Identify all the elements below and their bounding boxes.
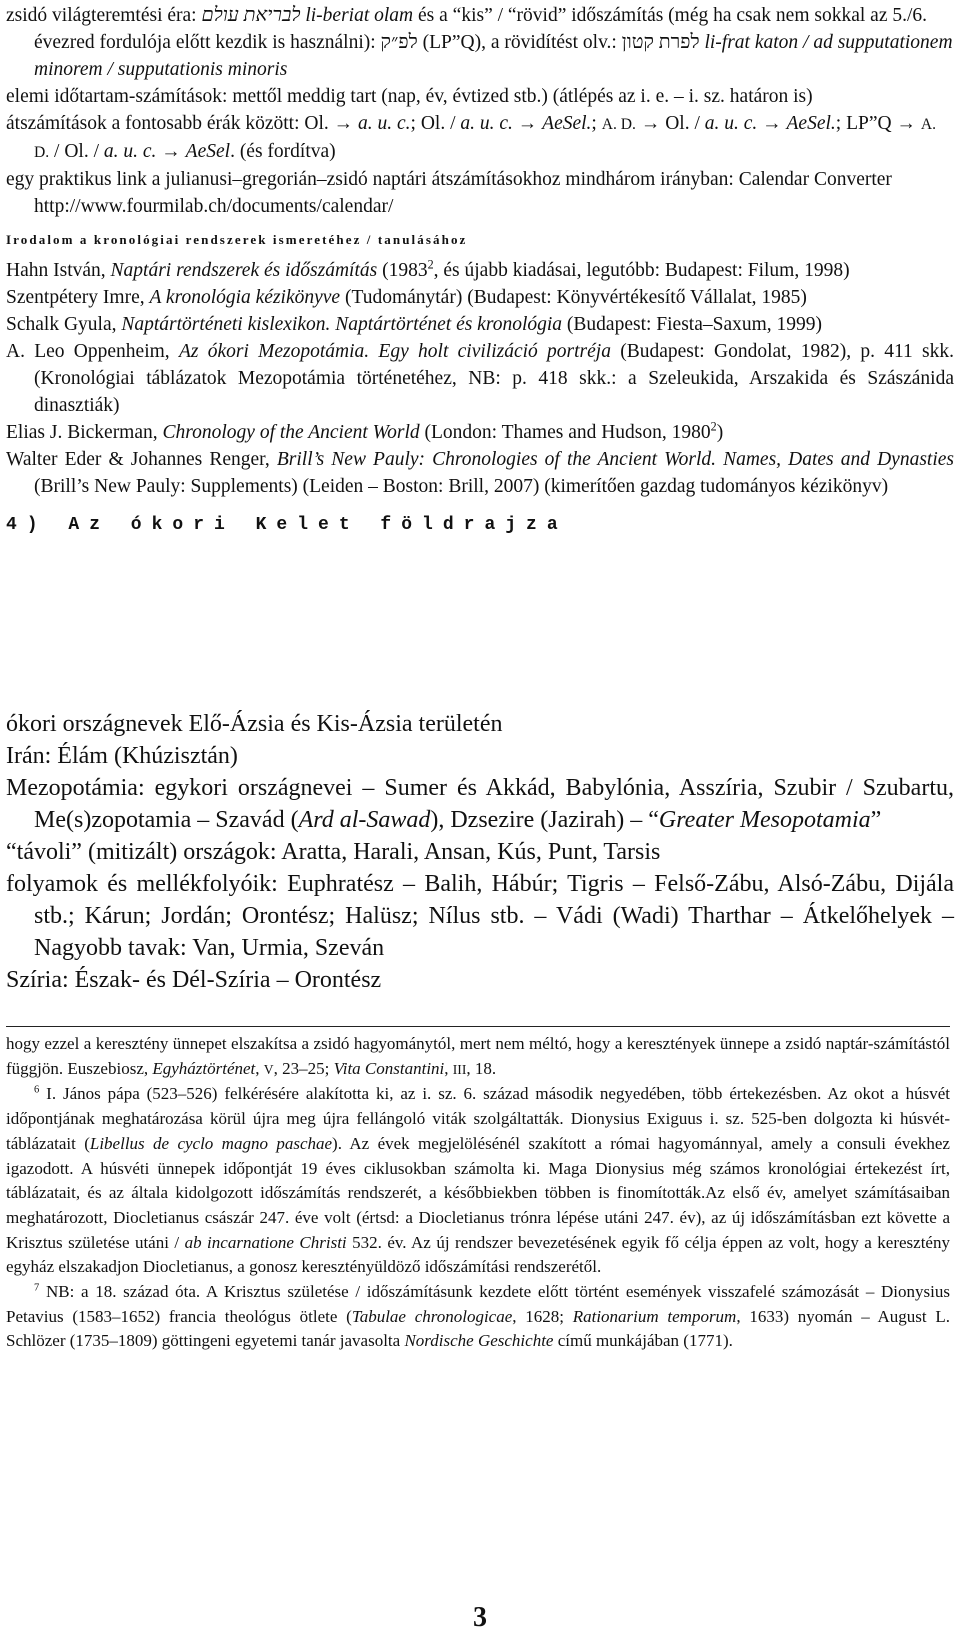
- italic-run: Vita Constantini: [333, 1058, 445, 1078]
- text-run: , 23–25;: [273, 1058, 334, 1078]
- italic-run: Tabulae chronologicae: [351, 1306, 513, 1326]
- reference-item: [6, 311, 954, 338]
- era-abbr: AeSel: [185, 141, 231, 162]
- literature-heading: Irodalom a kronológiai rendszerek ismeretéhez / tanulásához: [6, 232, 468, 247]
- hebrew-abbr: לפ״ק: [380, 32, 418, 53]
- ref-author: Hahn István,: [6, 260, 111, 281]
- geo-line: Szíria: Észak- és Dél-Szíria – Orontész: [6, 967, 382, 993]
- text-run: I. János pápa (523–526) felkérésére alakította ki, az i. sz. 6. század második negyedében, több értekezésben. Az okot a húsvét időpontjának meghatározása körül újra meg újra fellángoló viták szolgáltatták. Dionysius Exiguus i. sz. 525-ben dolgozta ki húsvét-táblázatait (: [6, 1084, 950, 1153]
- era-abbr: A. D.: [34, 116, 936, 161]
- text-run: ; LP”Q →: [835, 113, 921, 134]
- geo-line: “távoli” (mitizált) országok: Aratta, Harali, Ansan, Kús, Punt, Tarsis: [6, 839, 661, 865]
- text-run: ; Ol. /: [410, 113, 461, 134]
- era-abbr: a. u. c.: [704, 113, 758, 134]
- geo-line: ókori országnevek Elő-Ázsia és Kis-Ázsia területén: [6, 711, 503, 737]
- text-run: NB: a 18. század óta. A Krisztus születése / időszámításunk kezdete előtt történt események visszafelé számozását – Dionysius Petavius (1583–1652) francia theológus ötlete (: [6, 1282, 950, 1326]
- ref-detail: (Budapest: Fiesta–Saxum, 1999): [562, 314, 823, 335]
- text-run: hogy ezzel a keresztény ünnepet elszakítsa a zsidó hagyománytól, mert nem méltó, hogy a keresztények ünnepe a zsidó naptár-számítástól függjön. Euszebiosz,: [6, 1034, 950, 1078]
- roman-numeral: V: [263, 1061, 274, 1077]
- reference-item: [6, 446, 954, 500]
- text-run: átszámítások a fontosabb érák között: Ol. →: [6, 113, 358, 134]
- ref-author: Elias J. Bickerman,: [6, 422, 163, 443]
- atszamitas-paragraph: [6, 110, 954, 166]
- italic-run: Ard al-Sawad: [298, 807, 431, 833]
- ref-detail: , és újabb kiadásai, legutóbb: Budapest: Filum, 1998): [433, 260, 850, 281]
- page-number: 3: [473, 1602, 487, 1633]
- era-paragraph: [6, 2, 954, 83]
- era-abbr: AeSel.: [786, 113, 836, 134]
- intro-section: [6, 2, 954, 541]
- ref-detail: (Tudománytár) (Budapest: Könyvértékesítő Vállalat, 1985): [340, 287, 807, 308]
- text-run: , 1628;: [512, 1306, 573, 1326]
- text-run: , 18.: [466, 1058, 497, 1078]
- ref-author: Schalk Gyula,: [6, 314, 122, 335]
- ref-edition: 2: [427, 257, 434, 272]
- era-abbr: a. u. c.: [358, 113, 411, 134]
- text-run: . (és fordítva): [230, 141, 336, 162]
- era-text-2: és a “kis” / “rövid” időszámítás (még ha csak nem sokkal az 5./6. évezred fordulója előtt kezdik is használni):: [34, 5, 928, 53]
- text-run: ,: [444, 1058, 453, 1078]
- text-run: ), Dzsezire (Jazirah) – “: [430, 807, 659, 833]
- italic-run: Rationarium temporum: [572, 1306, 737, 1326]
- text-run: ,: [255, 1058, 264, 1078]
- footnotes: [6, 1032, 950, 1354]
- footnote-6: [6, 1082, 950, 1280]
- text-run: című munkájában (1771).: [553, 1331, 733, 1351]
- ref-detail: (1983: [377, 260, 428, 281]
- ref-edition: 2: [710, 419, 717, 434]
- reference-item: [6, 284, 954, 311]
- geography-section: [6, 708, 954, 996]
- text-run: →: [512, 113, 543, 134]
- text-run: 532. év. Az új rendszer bevezetésének egyik fő célja éppen az volt, hogy a keresztény egyház elszakadjon Diocletianus, a gonosz keresztényüldöző időszámítási rendszerétől.: [6, 1232, 950, 1277]
- footnote-number: 7: [34, 1282, 40, 1294]
- latin-text: li-frat katon / ad supputationem minorem / supputationis minoris: [34, 32, 953, 80]
- text-run: →: [156, 141, 186, 162]
- ref-title: Naptártörténeti kislexikon. Naptártörténet és kronológia: [121, 314, 563, 335]
- italic-run: Egyháztörténet: [152, 1058, 256, 1078]
- reference-item: [6, 257, 954, 284]
- footnote-continuation: [6, 1032, 950, 1082]
- geo-line: Irán: Élám (Khúzisztán): [6, 743, 238, 769]
- transliteration: li-beriat olam: [300, 5, 414, 26]
- text-run: →: [757, 113, 787, 134]
- text-run: ). Az évek megjelölésénél szakított a római hagyománnyal, amely a consuli évekhez igazodott. A húsvéti ünnepek időpontját 19 éves ciklusokban számolta ki. Maga Dionysius még számos kronológiai értekezést írt, táblázatait, és az általa kidolgozott időszámítás rendszerét, a későbbiekben többen is finomították.Az első év, amelyet számításaiban meghatározott, Diocletianus császár 247. éve volt (értsd: a Diocletianus trónra lépése utáni 247. év), az új időszámításban ezt követte a Krisztus születése utáni /: [6, 1133, 950, 1252]
- ref-title: Naptári rendszerek és időszámítás: [110, 260, 378, 281]
- ref-title: Az ókori Mezopotámia. Egy holt civilizáció portréja: [178, 341, 611, 362]
- text-run: Mezopotámia: egykori országnevei – Sumer és Akkád, Babylónia, Asszíria, Szubir / Szubartu, Me(s)zopotamia – Szavád (: [6, 775, 954, 833]
- ref-author: A. Leo Oppenheim,: [6, 341, 179, 362]
- era-abbr: a. u. c.: [460, 113, 513, 134]
- italic-run: ab incarnatione Christi: [184, 1232, 347, 1252]
- italic-run: Libellus de cyclo magno paschae: [89, 1133, 333, 1153]
- geo-line: [6, 772, 954, 836]
- hebrew-text-2: לפרת קטון: [621, 32, 700, 53]
- era-text: zsidó világteremtési éra:: [6, 5, 202, 26]
- era-abbr: AeSel.: [542, 113, 592, 134]
- italic-run: Greater Mesopotamia: [658, 807, 871, 833]
- text-run: ;: [591, 113, 602, 134]
- ref-title: A kronológia kézikönyve: [149, 287, 341, 308]
- text-run: / Ol. /: [49, 141, 104, 162]
- ref-title: Chronology of the Ancient World: [162, 422, 420, 443]
- ref-title: Brill’s New Pauly: Chronologies of the Ancient World. Names, Dates and Dynasties: [276, 449, 954, 470]
- footnote-number: 6: [34, 1084, 40, 1096]
- ref-detail: (Budapest: Gondolat, 1982), p. 411 skk. (Kronológiai táblázatok Mezopotámia történetéhez, NB: p. 418 skk.: a Szeleukida, Arszakida és Szászánida dinasztiák): [34, 341, 954, 416]
- elemi-paragraph: elemi időtartam-számítások: mettől meddig tart (nap, év, évtized stb.) (átlépés az i. e. – i. sz. határon is): [6, 86, 813, 107]
- geo-line: folyamok és mellékfolyóik: Euphratész – Balih, Hábúr; Tigris – Felső-Zábu, Alsó-Zábu, Dijála stb.; Kárun; Jordán; Orontész; Halüsz; Nílus stb. – Vádi (Wadi) Tharthar – Átkelőhelyek – Nagyobb tavak: Van, Urmia, Szeván: [6, 871, 954, 961]
- ref-detail: ): [716, 422, 724, 443]
- text-run: → Ol. /: [635, 113, 705, 134]
- footnote-7: [6, 1280, 950, 1354]
- italic-run: Nordische Geschichte: [404, 1331, 554, 1351]
- calendar-link-paragraph: egy praktikus link a julianusi–gregorián–zsidó naptári átszámításokhoz mindhárom irányban: Calendar Converter http://www.fourmilab.ch/documents/calendar/: [6, 169, 892, 217]
- text-run: , 1633) nyomán – August L. Schlözer (1735–1809) göttingeni egyetemi tanár javasolta: [6, 1306, 950, 1351]
- ref-detail: (London: Thames and Hudson, 1980: [419, 422, 711, 443]
- text-run: ”: [870, 807, 882, 833]
- reference-item: [6, 419, 954, 446]
- footnote-separator: [6, 1026, 950, 1027]
- era-abbr: A. D.: [601, 116, 636, 133]
- ref-author: Walter Eder & Johannes Renger,: [6, 449, 277, 470]
- ref-detail: (Brill’s New Pauly: Supplements) (Leiden – Boston: Brill, 2007) (kimerítően gazdag tudományos kézikönyv): [34, 476, 889, 497]
- ref-author: Szentpétery Imre,: [6, 287, 150, 308]
- era-text-3: (LP”Q), a rövidítést olv.:: [417, 32, 622, 53]
- reference-item: [6, 338, 954, 419]
- section-heading: 4) Az ókori Kelet földrajza: [6, 515, 568, 535]
- hebrew-text: לבריאת עולם: [201, 5, 301, 26]
- roman-numeral: III: [452, 1061, 467, 1077]
- era-abbr: a. u. c.: [103, 141, 157, 162]
